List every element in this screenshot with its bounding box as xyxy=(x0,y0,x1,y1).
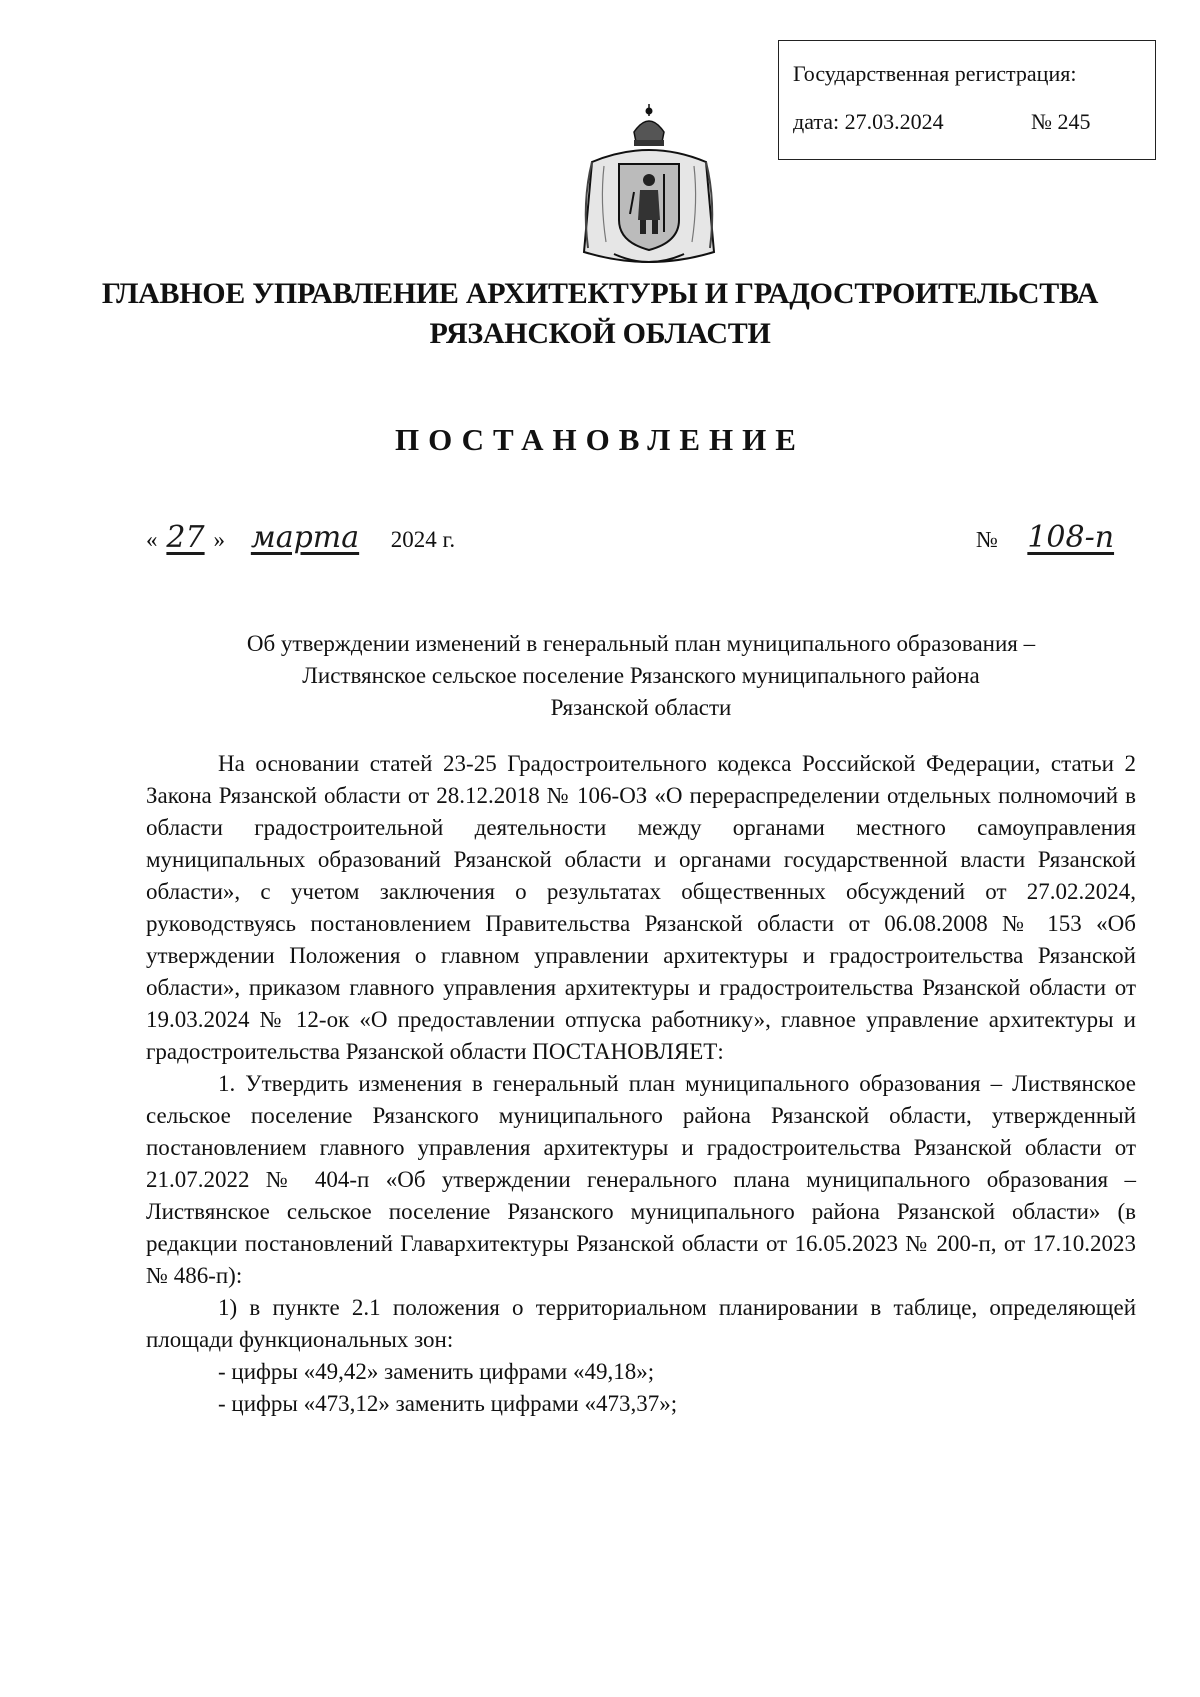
number-prefix: № xyxy=(976,527,998,552)
organization-line-1: ГЛАВНОЕ УПРАВЛЕНИЕ АРХИТЕКТУРЫ И ГРАДОСТРОИТЕЛЬСТВА xyxy=(101,277,1099,310)
change-line-2: - цифры «473,12» заменить цифрами «473,37»; xyxy=(218,1391,678,1416)
organization-line-2: РЯЗАНСКОЙ ОБЛАСТИ xyxy=(429,317,771,350)
document-number xyxy=(976,520,1138,555)
quote-close: » xyxy=(213,527,225,552)
item-1-paragraph: 1. Утвердить изменения в генеральный план муниципального образования – Листвянское сельское поселение Рязанского муниципального района Рязанской области, утвержденный постановлением главного управления архитектуры и градостроительства Рязанской области от 21.07.2022 № 404-п «Об утверждении генерального плана муниципального образования – Листвянское сельское поселение Рязанского муниципального района Рязанской области» (в редакции постановлений Главархитектуры Рязанской области от 16.05.2023 № 200-п, от 17.10.2023 № 486-п): xyxy=(146,1071,1136,1288)
date-day: 27 xyxy=(166,520,205,555)
document-date xyxy=(146,520,455,555)
subject-line-2: Листвянское сельское поселение Рязанского муниципального района xyxy=(302,663,980,688)
registration-title: Государственная регистрация: xyxy=(793,61,1077,86)
date-month: марта xyxy=(250,520,360,555)
document-body xyxy=(146,748,1136,1420)
organization-name xyxy=(0,274,1200,354)
coat-of-arms-icon xyxy=(574,102,724,274)
subject-line-1: Об утверждении изменений в генеральный план муниципального образования – xyxy=(246,631,1036,656)
item-1-1-paragraph: 1) в пункте 2.1 положения о территориальном планировании в таблице, определяющей площади функциональных зон: xyxy=(146,1295,1136,1352)
document-subject xyxy=(146,628,1136,724)
registration-date: дата: 27.03.2024 xyxy=(793,109,944,134)
subject-line-3: Рязанской области xyxy=(550,695,732,720)
change-line-1: - цифры «49,42» заменить цифрами «49,18»; xyxy=(218,1359,655,1384)
registration-stamp xyxy=(778,40,1156,160)
registration-number: № 245 xyxy=(1031,109,1091,134)
date-year: 2024 г. xyxy=(390,527,456,552)
preamble-paragraph: На основании статей 23-25 Градостроительного кодекса Российской Федерации, статьи 2 Закона Рязанской области от 28.12.2018 № 106-ОЗ «О перераспределении отдельных полномочий в области градостроительной деятельности между органами местного самоуправления муниципальных образований Рязанской области и органами государственной власти Рязанской области», с учетом заключения о результатах общественных обсуждений от 27.02.2024, руководствуясь постановлением Правительства Рязанской области от 06.08.2008 № 153 «Об утверждении Положения о главном управлении архитектуры и градостроительства Рязанской области», приказом главного управления архитектуры и градостроительства Рязанской области от 19.03.2024 № 12-ок «О предоставлении отпуска работнику», главное управление архитектуры и градостроительства Рязанской области ПОСТАНОВЛЯЕТ: xyxy=(146,751,1136,1064)
number-value: 108-п xyxy=(1027,520,1115,555)
document-type: ПОСТАНОВЛЕНИЕ xyxy=(395,422,805,457)
quote-open: « xyxy=(146,527,158,552)
